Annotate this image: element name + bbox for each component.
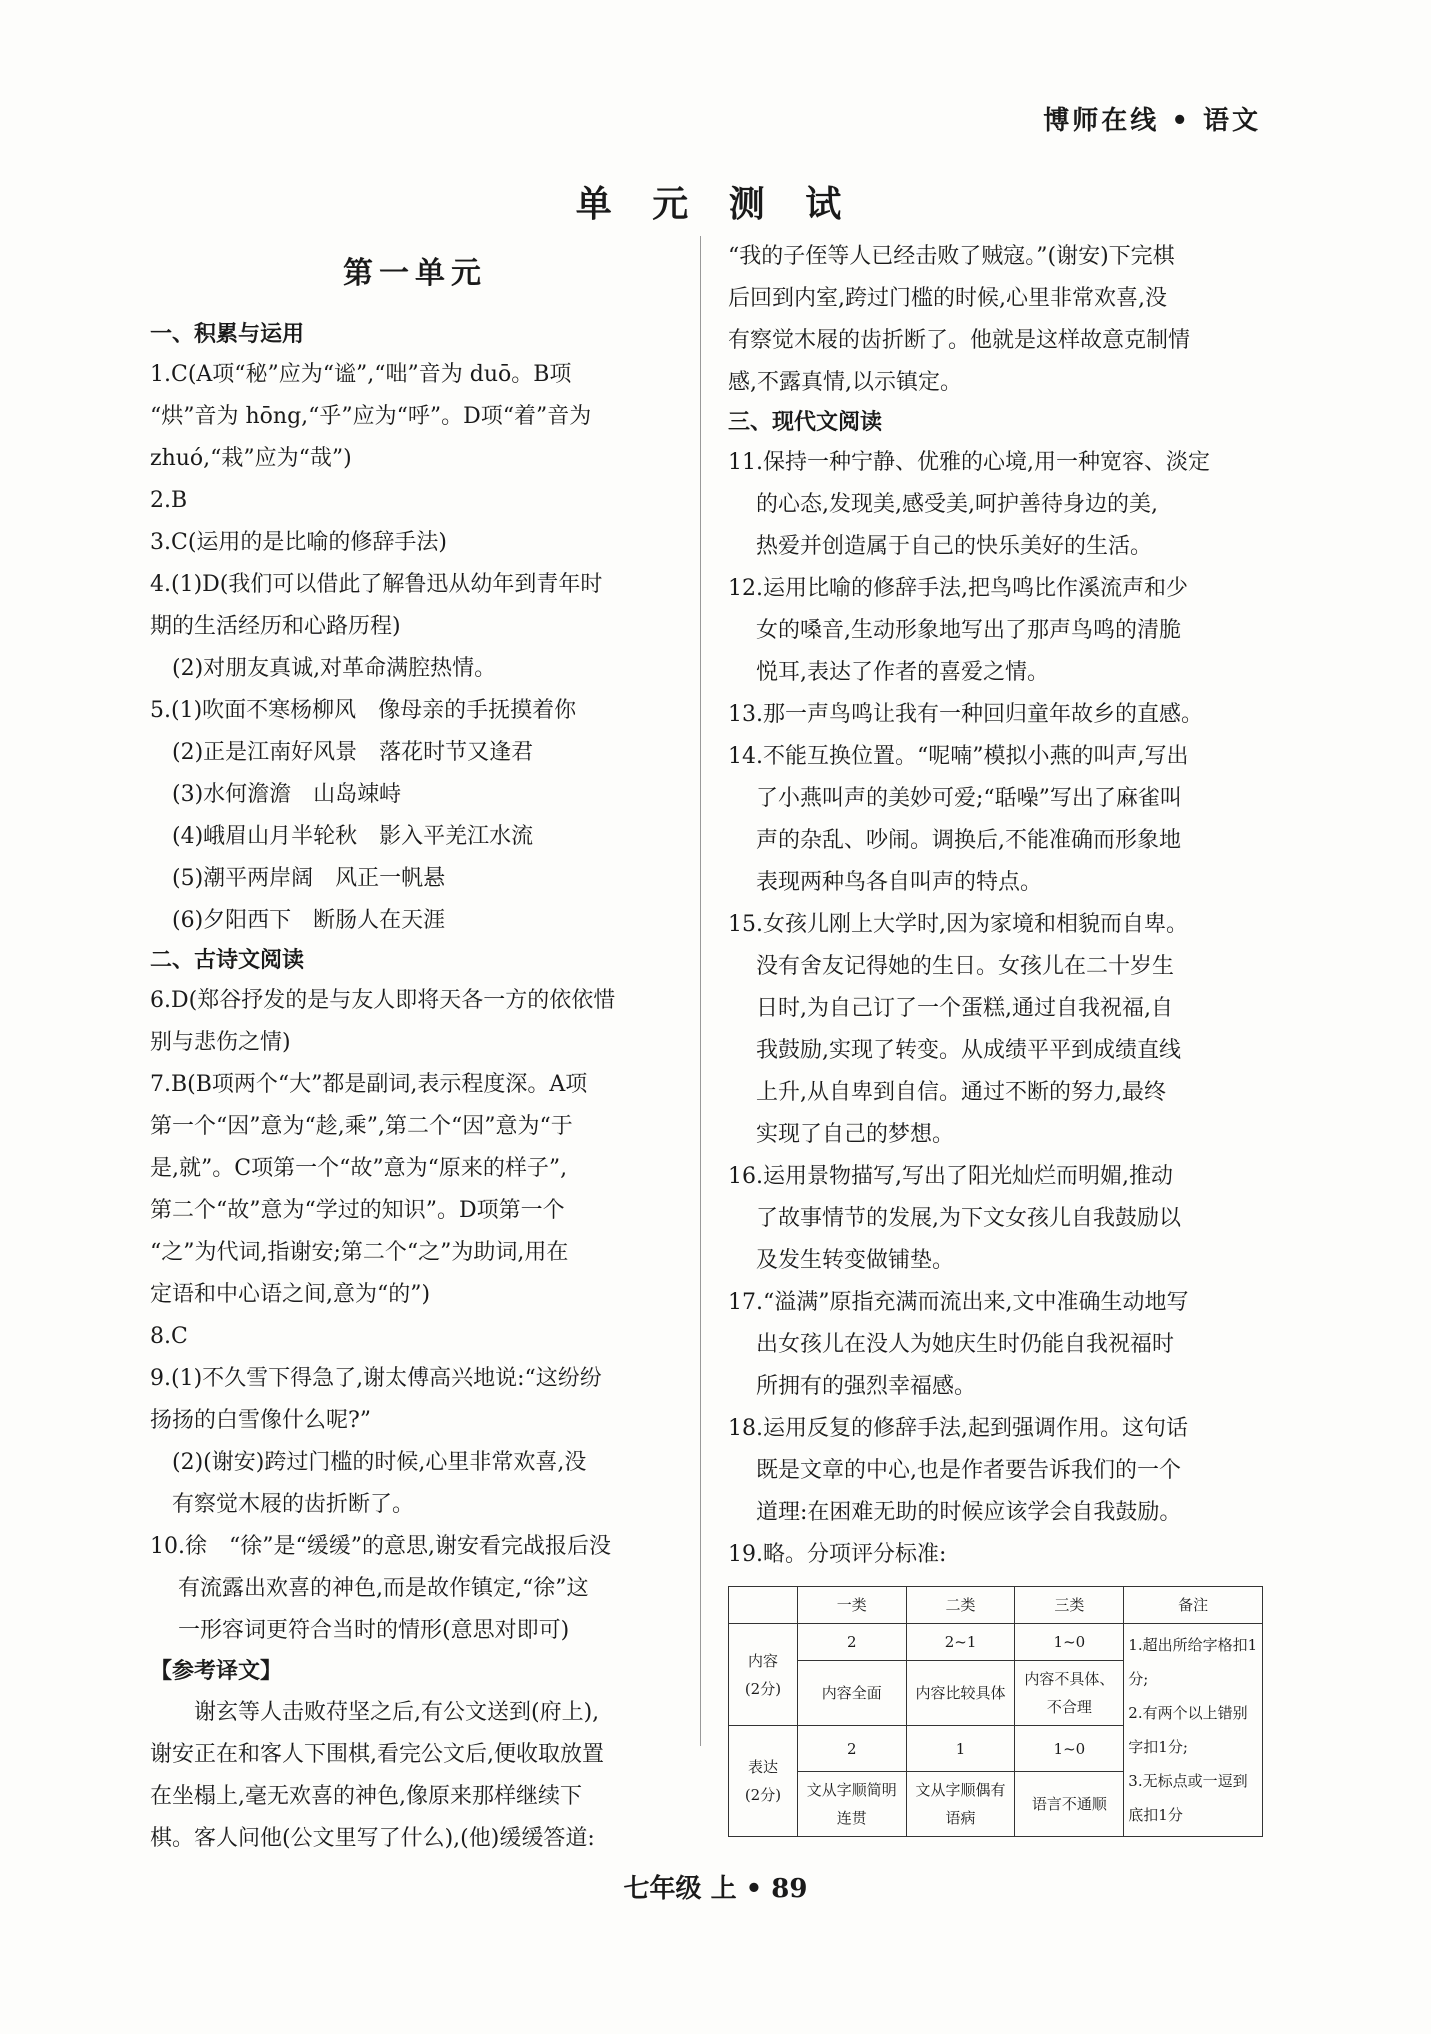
text-line: (3)水何澹澹 山岛竦峙	[172, 782, 402, 807]
text-line: 11.保持一种宁静、优雅的心境,用一种宽容、淡定	[728, 450, 1210, 475]
text-line: 1.C(A项“秘”应为“谧”,“咄”音为 duō。B项	[150, 362, 572, 387]
column-divider	[700, 236, 701, 1746]
text-line: 别与悲伤之情)	[150, 1030, 291, 1055]
table-header-cell: 三类	[1015, 1587, 1124, 1624]
text-line: 有察觉木屐的齿折断了。他就是这样故意克制情	[728, 328, 1191, 353]
table-cell: 内容全面	[797, 1661, 906, 1726]
table-cell: 内容比较具体	[906, 1661, 1015, 1726]
text-line: 17.“溢满”原指充满而流出来,文中准确生动地写	[728, 1290, 1189, 1315]
table-header-row	[729, 1587, 1263, 1624]
unit-title: 第一单元	[343, 256, 487, 291]
text-line: 4.(1)D(我们可以借此了解鲁迅从幼年到青年时	[150, 572, 603, 597]
text-line: 及发生转变做铺垫。	[756, 1248, 955, 1273]
table-cell: 1	[906, 1726, 1015, 1772]
text-line: 了小燕叫声的美妙可爱;“聒噪”写出了麻雀叫	[756, 786, 1182, 811]
text-line: 2.B	[150, 488, 188, 513]
text-line: 3.C(运用的是比喻的修辞手法)	[150, 530, 447, 555]
table-cell: 文从字顺简明连贯	[797, 1772, 906, 1837]
table-row	[729, 1624, 1263, 1661]
text-line: 有察觉木屐的齿折断了。	[172, 1492, 415, 1517]
text-line: 在坐榻上,毫无欢喜的神色,像原来那样继续下	[150, 1784, 582, 1809]
text-line: 热爱并创造属于自己的快乐美好的生活。	[756, 534, 1153, 559]
text-line: 声的杂乱、吵闹。调换后,不能准确而形象地	[756, 828, 1181, 853]
table-header-cell: 一类	[797, 1587, 906, 1624]
text-line: 上升,从自卑到自信。通过不断的努力,最终	[756, 1080, 1166, 1105]
series-header: 博师在线 • 语文	[1043, 106, 1261, 136]
text-line: 是,就”。C项第一个“故”意为“原来的样子”,	[150, 1156, 568, 1181]
table-cell: 2~1	[906, 1624, 1015, 1661]
section-heading: 二、古诗文阅读	[150, 948, 305, 973]
table-cell: 语言不通顺	[1015, 1772, 1124, 1837]
text-line: 期的生活经历和心路历程)	[150, 614, 401, 639]
text-line: 9.(1)不久雪下得急了,谢太傅高兴地说:“这纷纷	[150, 1366, 602, 1391]
text-line: 悦耳,表达了作者的喜爱之情。	[756, 660, 1049, 685]
text-line: 日时,为自己订了一个蛋糕,通过自我祝福,自	[756, 996, 1173, 1021]
text-line: 实现了自己的梦想。	[756, 1122, 955, 1147]
reference-heading: 【参考译文】	[150, 1659, 283, 1684]
left-column-body	[150, 316, 680, 1860]
left-column	[150, 236, 680, 1860]
text-line: 16.运用景物描写,写出了阳光灿烂而明媚,推动	[728, 1164, 1173, 1189]
text-line: zhuó,“栽”应为“哉”)	[150, 446, 352, 471]
text-line: (6)夕阳西下 断肠人在天涯	[172, 908, 446, 933]
text-line: 了故事情节的发展,为下文女孩儿自我鼓励以	[756, 1206, 1181, 1231]
text-line: 谢玄等人击败苻坚之后,有公文送到(府上),	[194, 1700, 600, 1725]
page-footer: 七年级 上 • 89	[623, 1874, 808, 1904]
text-line: 道理:在困难无助的时候应该学会自我鼓励。	[756, 1500, 1182, 1525]
text-line: 的心态,发现美,感受美,呵护善待身边的美,	[756, 492, 1158, 517]
notes-cell: 1.超出所给字格扣1分; 2.有两个以上错别字扣1分; 3.无标点或一逗到底扣1分	[1124, 1624, 1263, 1837]
right-column	[728, 236, 1263, 1837]
text-line: 8.C	[150, 1324, 188, 1349]
text-line: 14.不能互换位置。“呢喃”模拟小燕的叫声,写出	[728, 744, 1189, 769]
text-line: 5.(1)吹面不寒杨柳风 像母亲的手抚摸着你	[150, 698, 577, 723]
text-line: 7.B(B项两个“大”都是副词,表示程度深。A项	[150, 1072, 588, 1097]
text-line: (2)正是江南好风景 落花时节又逢君	[172, 740, 534, 765]
text-line: 谢安正在和客人下围棋,看完公文后,便收取放置	[150, 1742, 604, 1767]
text-line: 15.女孩儿刚上大学时,因为家境和相貌而自卑。	[728, 912, 1188, 937]
row-label-content: 内容 (2分)	[729, 1624, 798, 1726]
text-line: 没有舍友记得她的生日。女孩儿在二十岁生	[756, 954, 1175, 979]
text-line: 定语和中心语之间,意为“的”)	[150, 1282, 431, 1307]
text-line: 6.D(郑谷抒发的是与友人即将天各一方的依依惜	[150, 988, 616, 1013]
text-line: (5)潮平两岸阔 风正一帆悬	[172, 866, 446, 891]
text-line: 有流露出欢喜的神色,而是故作镇定,“徐”这	[178, 1576, 589, 1601]
text-line: 我鼓励,实现了转变。从成绩平平到成绩直线	[756, 1038, 1181, 1063]
text-line: 18.运用反复的修辞手法,起到强调作用。这句话	[728, 1416, 1188, 1441]
text-line: “我的子侄等人已经击败了贼寇。”(谢安)下完棋	[728, 244, 1175, 269]
text-line: (2)(谢安)跨过门槛的时候,心里非常欢喜,没	[172, 1450, 587, 1475]
text-line: 13.那一声鸟鸣让我有一种回归童年故乡的直感。	[728, 702, 1203, 727]
table-cell: 文从字顺偶有语病	[906, 1772, 1015, 1837]
table-header-cell	[729, 1587, 798, 1624]
table-cell: 2	[797, 1624, 906, 1661]
text-line: 一形容词更符合当时的情形(意思对即可)	[178, 1618, 570, 1643]
text-line: 19.略。分项评分标准:	[728, 1542, 947, 1567]
table-cell: 2	[797, 1726, 906, 1772]
table-cell: 1~0	[1015, 1726, 1124, 1772]
page-title: 单 元 测 试	[575, 183, 856, 225]
text-line: 第一个“因”意为“趁,乘”,第二个“因”意为“于	[150, 1114, 573, 1139]
text-line: 12.运用比喻的修辞手法,把鸟鸣比作溪流声和少	[728, 576, 1188, 601]
scoring-table	[728, 1586, 1263, 1837]
table-cell: 内容不具体、不合理	[1015, 1661, 1124, 1726]
text-line: 表现两种鸟各自叫声的特点。	[756, 870, 1043, 895]
text-line: 第二个“故”意为“学过的知识”。D项第一个	[150, 1198, 565, 1223]
table-header-cell: 备注	[1124, 1587, 1263, 1624]
text-line: 棋。客人问他(公文里写了什么),(他)缓缓答道:	[150, 1826, 595, 1851]
table-cell: 1~0	[1015, 1624, 1124, 1661]
text-line: 出女孩儿在没人为她庆生时仍能自我祝福时	[756, 1332, 1175, 1357]
section-heading: 一、积累与运用	[150, 322, 305, 347]
text-line: 后回到内室,跨过门槛的时候,心里非常欢喜,没	[728, 286, 1167, 311]
right-column-body	[728, 236, 1263, 1576]
text-line: 既是文章的中心,也是作者要告诉我们的一个	[756, 1458, 1181, 1483]
text-line: “之”为代词,指谢安;第二个“之”为助词,用在	[150, 1240, 569, 1265]
text-line: 女的嗓音,生动形象地写出了那声鸟鸣的清脆	[756, 618, 1181, 643]
text-line: “烘”音为 hōng,“乎”应为“呼”。D项“着”音为	[150, 404, 592, 429]
text-line: 感,不露真情,以示镇定。	[728, 370, 962, 395]
row-label-expression: 表达 (2分)	[729, 1726, 798, 1837]
text-line: 扬扬的白雪像什么呢?”	[150, 1408, 372, 1433]
text-line: 10.徐 “徐”是“缓缓”的意思,谢安看完战报后没	[150, 1534, 611, 1559]
text-line: (2)对朋友真诚,对革命满腔热情。	[172, 656, 497, 681]
section-heading: 三、现代文阅读	[728, 410, 883, 435]
table-header-cell: 二类	[906, 1587, 1015, 1624]
text-line: 所拥有的强烈幸福感。	[756, 1374, 977, 1399]
text-line: (4)峨眉山月半轮秋 影入平羌江水流	[172, 824, 534, 849]
